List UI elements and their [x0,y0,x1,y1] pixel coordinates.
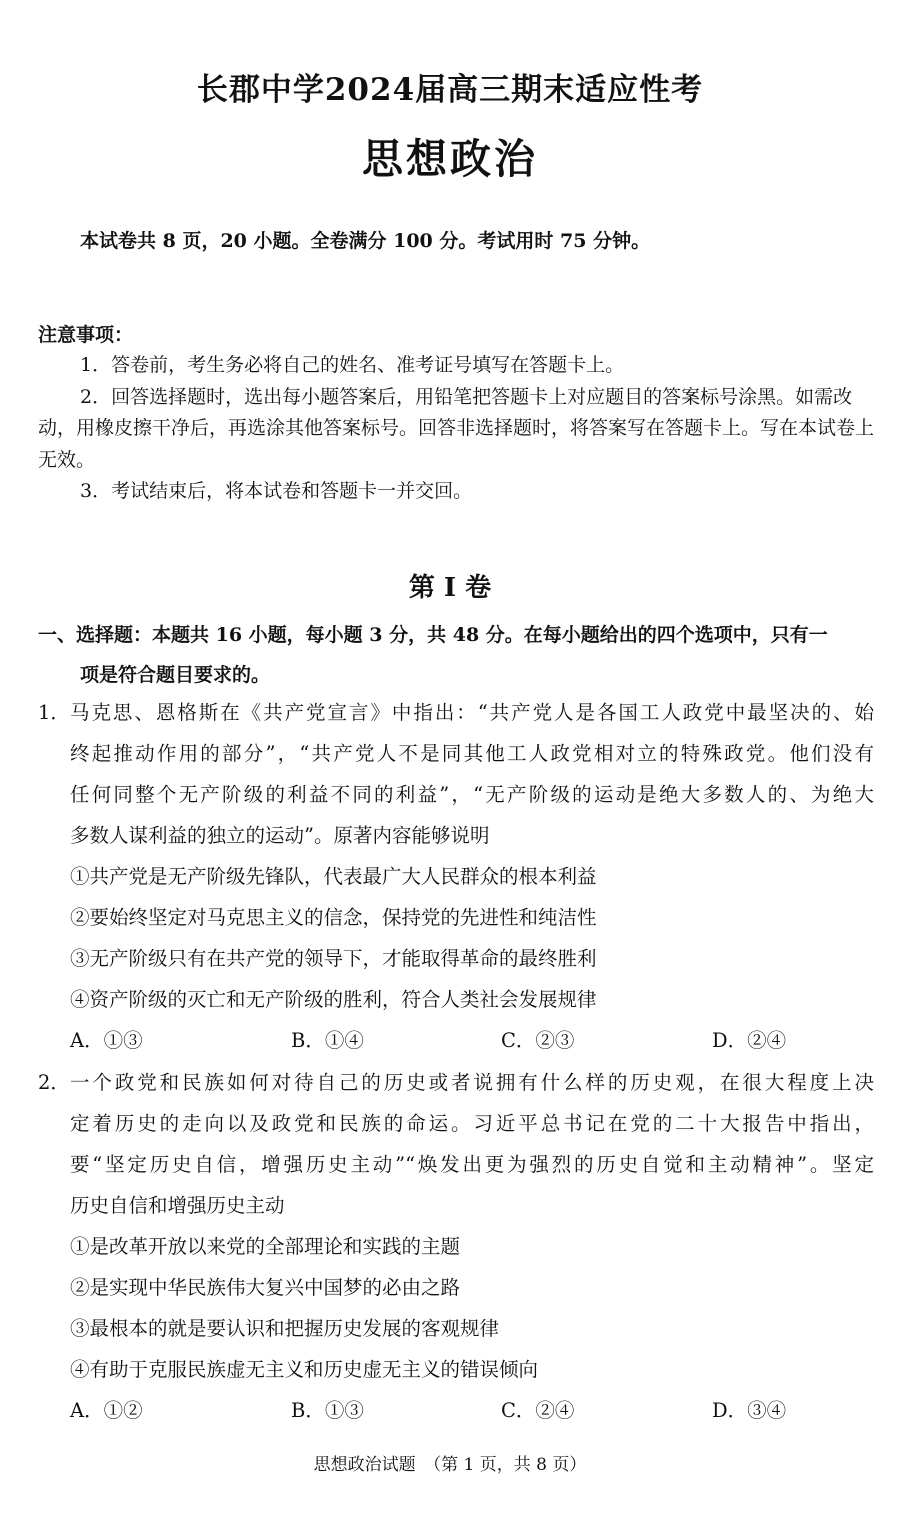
choice-a: A．①② [70,1399,143,1422]
part-heading: 第 I 卷 [408,573,492,603]
question-1 [38,692,874,1061]
notes-heading: 注意事项： [38,324,134,346]
question-number: 2． [38,1071,70,1094]
question-stem-line: 历史自信和增强历史主动 [70,1194,285,1217]
section-heading [38,615,874,695]
page-footer: 思想政治试题 （第 1 页，共 8 页） [313,1455,587,1475]
statement-option: ④资产阶级的灭亡和无产阶级的胜利，符合人类社会发展规律 [70,988,597,1011]
question-stem-line: 要“坚定历史自信，增强历史主动”“焕发出更为强烈的历史自觉和主动精神”。坚定 [70,1153,874,1176]
choice-b: B．①④ [291,1029,364,1052]
choice-c: C．②③ [501,1029,575,1052]
question-stem-line: 一个政党和民族如何对待自己的历史或者说拥有什么样的历史观，在很大程度上决 [70,1071,874,1094]
question-stem-line: 定着历史的走向以及政党和民族的命运。习近平总书记在党的二十大报告中指出， [70,1112,874,1135]
choice-b: B．①③ [291,1399,364,1422]
question-stem-line: 多数人谋利益的独立的运动”。原著内容能够说明 [70,824,490,847]
note-item-1: 1．答卷前，考生务必将自己的姓名、准考证号填写在答题卡上。 [80,354,625,376]
answer-choices [38,1020,874,1061]
exam-title: 长郡中学2024届高三期末适应性考 [196,72,704,108]
question-stem-line: 任何同整个无产阶级的利益不同的利益”，“无产阶级的运动是绝大多数人的、为绝大 [70,783,874,806]
choice-c: C．②④ [501,1399,575,1422]
question-stem-line: 终起推动作用的部分”，“共产党人不是同其他工人政党相对立的特殊政党。他们没有 [70,742,874,765]
choice-d: D．②④ [712,1029,787,1052]
question-stem-line: 马克思、恩格斯在《共产党宣言》中指出：“共产党人是各国工人政党中最坚决的、始 [70,701,874,724]
statement-option: ①共产党是无产阶级先锋队，代表最广大人民群众的根本利益 [70,865,597,888]
note-item-2: 2．回答选择题时，选出每小题答案后，用铅笔把答题卡上对应题目的答案标号涂黑。如需改动，用橡皮擦干净后，再选涂其他答案标号。回答非选择题时，将答案写在答题卡上。写在本试卷上无效。 [38,385,875,471]
notes-list [38,350,874,508]
section-heading-line-2: 项是符合题目要求的。 [80,664,271,686]
statement-option: ④有助于克服民族虚无主义和历史虚无主义的错误倾向 [70,1358,539,1381]
choice-a: A．①③ [70,1029,143,1052]
note-item-3: 3．考试结束后，将本试卷和答题卡一并交回。 [80,480,473,502]
question-2 [38,1062,874,1431]
statement-option: ③最根本的就是要认识和把握历史发展的客观规律 [70,1317,500,1340]
answer-choices [38,1390,874,1431]
question-number: 1． [38,701,70,724]
statement-option: ②是实现中华民族伟大复兴中国梦的必由之路 [70,1276,461,1299]
statement-option: ①是改革开放以来党的全部理论和实践的主题 [70,1235,461,1258]
choice-d: D．③④ [712,1399,787,1422]
statement-option: ③无产阶级只有在共产党的领导下，才能取得革命的最终胜利 [70,947,597,970]
subject-title: 思想政治 [362,135,538,183]
statement-option: ②要始终坚定对马克思主义的信念，保持党的先进性和纯洁性 [70,906,597,929]
section-heading-line-1: 一、选择题：本题共 16 小题，每小题 3 分，共 48 分。在每小题给出的四个选项中，只有一 [38,624,828,646]
exam-info: 本试卷共 8 页，20 小题。全卷满分 100 分。考试用时 75 分钟。 [80,230,651,252]
